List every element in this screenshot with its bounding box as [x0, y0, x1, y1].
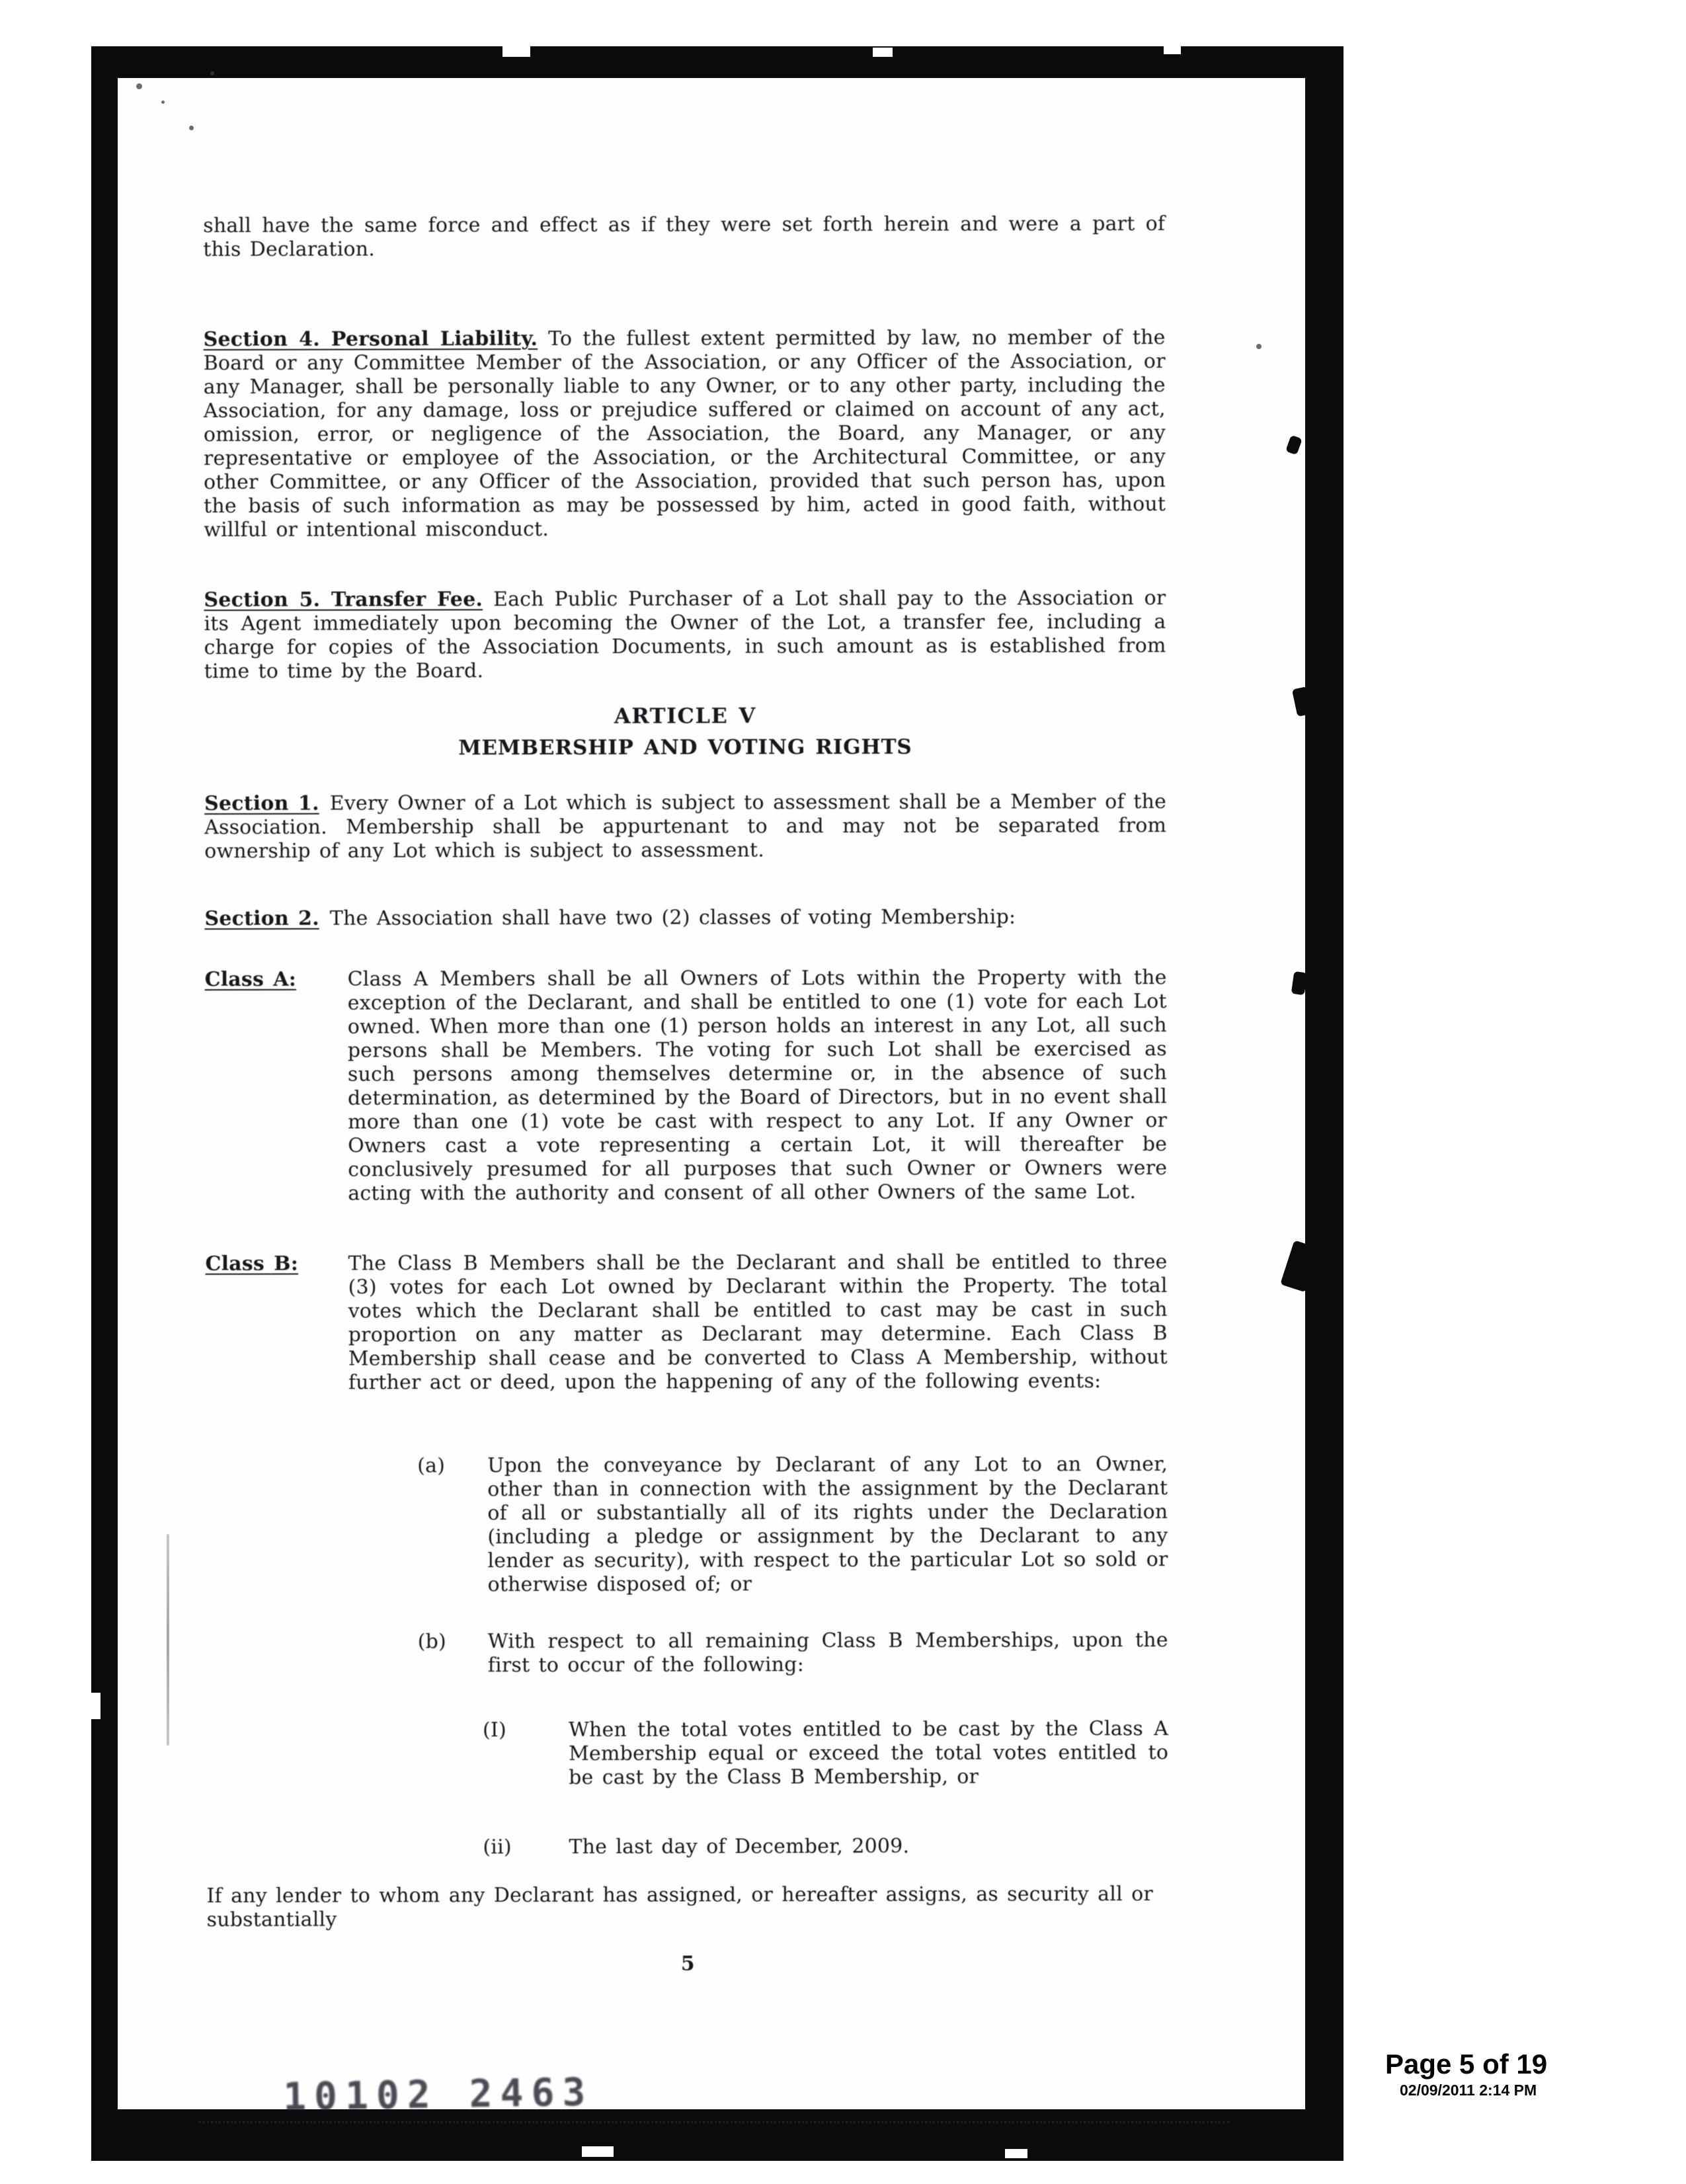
- article-v-heading: [204, 699, 1166, 764]
- section-1-heading: Section 1.: [204, 791, 319, 816]
- paragraph-intro: shall have the same force and effect as if they were set forth herein and were a part of this Declaration.: [203, 212, 1166, 262]
- section-1-paragraph: [204, 790, 1166, 864]
- closing-line: If any lender to whom any Declarant has assigned, or hereafter assigns, as security all or substantially: [206, 1882, 1153, 1932]
- clause-a: [417, 1453, 1168, 1597]
- clause-ii: [483, 1834, 1168, 1859]
- page-label: Page 5 of 19: [1385, 2048, 1548, 2080]
- class-b-text: The Class B Members shall be the Declarant and shall be entitled to three (3) votes for each Lot owned by Declarant within the Property. The total votes which the Declarant shall be entitled to cast may be cast in such proportion on any matter as Declarant may determine. Each Class B Membership shall cease and be converted to Class A Membership, without further act or deed, upon the happening of any of the following events:: [348, 1250, 1168, 1395]
- section-5-text: Each Public Purchaser of a Lot shall pay to the Association or its Agent immediately upon becoming the Owner of the Lot, a transfer fee, including a charge for copies of the Association Documents, in such amount as is established from time to time by the Board.: [204, 586, 1166, 684]
- clause-b-text: With respect to all remaining Class B Memberships, upon the first to occur of the following:: [487, 1628, 1168, 1678]
- class-b-clause: [206, 1250, 1168, 1395]
- class-a-clause: [205, 966, 1168, 1206]
- clause-i-text: When the total votes entitled to be cast by the Class A Membership equal or exceed the total votes entitled to be cast by the Class B Membership, or: [568, 1717, 1169, 1789]
- section-2-paragraph: [204, 905, 1166, 931]
- footer-annotation: [1385, 2048, 1547, 2100]
- clause-i: [483, 1717, 1168, 1790]
- page-number: 5: [680, 1952, 695, 1976]
- class-a-label: Class A:: [204, 967, 297, 992]
- clause-b-label: (b): [417, 1630, 446, 1654]
- article-v-subtitle: MEMBERSHIP AND VOTING RIGHTS: [458, 735, 912, 760]
- clause-ii-text: The last day of December, 2009.: [569, 1834, 910, 1859]
- section-2-text: The Association shall have two (2) classes of voting Membership:: [329, 905, 1016, 930]
- clause-a-label: (a): [417, 1454, 446, 1478]
- section-5-heading: Section 5. Transfer Fee.: [204, 588, 483, 612]
- recording-stamp: 10102 2463: [282, 2069, 594, 2120]
- section-2-heading: Section 2.: [204, 907, 319, 931]
- clause-ii-label: (ii): [483, 1836, 512, 1859]
- section-4-heading: Section 4. Personal Liability.: [203, 327, 538, 352]
- clause-i-label: (I): [482, 1719, 506, 1742]
- section-5-paragraph: [204, 586, 1166, 684]
- scan-timestamp: 02/09/2011 2:14 PM: [1400, 2082, 1537, 2099]
- clause-b: [418, 1629, 1168, 1678]
- section-4-paragraph: [204, 326, 1166, 542]
- article-v-title: ARTICLE V: [614, 703, 756, 729]
- class-b-label: Class B:: [205, 1252, 299, 1276]
- section-4-text: To the fullest extent permitted by law, no member of the Board or any Committee Member of the Association, or any Officer of the Association, or any Manager, shall be personally liable to any Owner, or to any other party, including the Association, for any damage, loss or prejudice suffered or claimed on account of any act, omission, error, or negligence of the Association, the Board, any Manager, or any representative or employee of the Association, or the Architectural Committee, or any other Committee, or any Officer of the Association, provided that such person has, upon the basis of such information as may be possessed by him, acted in good faith, without willful or intentional misconduct.: [203, 325, 1166, 542]
- section-1-text: Every Owner of a Lot which is subject to assessment shall be a Member of the Association. Membership shall be appurtenant to and may not be separated from ownership of any Lot which is subject to assessment.: [204, 789, 1167, 864]
- clause-a-text: Upon the conveyance by Declarant of any Lot to an Owner, other than in connection with the assignment by the Declarant of all or substantially all of its rights under the Declaration (including a pledge or assignment by the Declarant to any lender as security), with respect to the particular Lot so sold or otherwise disposed of; or: [487, 1452, 1168, 1597]
- class-a-text: Class A Members shall be all Owners of Lots within the Property with the exception of the Declarant, and shall be entitled to one (1) vote for each Lot owned. When more than one (1) person holds an interest in any Lot, all such persons shall be Members. The voting for such Lot shall be exercised as such persons among themselves determine or, in the absence of such determination, as determined by the Board of Directors, but in no event shall more than one (1) vote be cast with respect to any Lot. If any Owner or Owners cast a vote representing a certain Lot, it will thereafter be conclusively presumed for all purposes that such Owner or Owners were acting with the authority and consent of all other Owners of the same Lot.: [347, 965, 1168, 1205]
